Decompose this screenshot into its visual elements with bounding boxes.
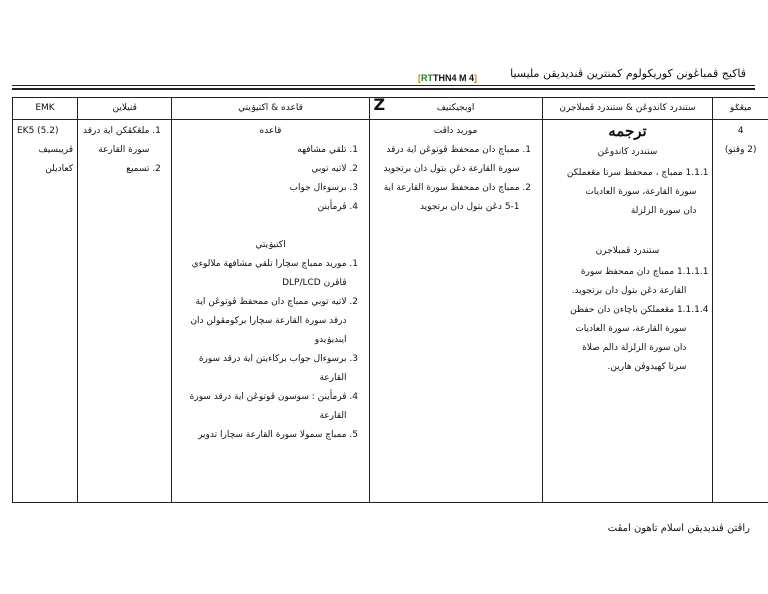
aktiviti-label: اکتيۏيتي [255, 240, 286, 250]
document-title: ڤاکيج ڤمباڠونن کوريکولوم کمنترين ڤنديديقن مليسيا [510, 67, 746, 80]
emk-line: کعاديلن [45, 164, 74, 174]
col-header-aktiviti: قاعده & اکتيۏيتي [172, 98, 369, 120]
list-item: 1. ملڠکڤکن اية درقد سورة القارعة [82, 122, 149, 160]
objektif-label: اوبجيکتيف [436, 103, 475, 113]
standard-pembelajaran-line: القارعة دڠن بتول دان برتجويد. [571, 286, 687, 296]
col-header-minggu: ميڠݢو [713, 98, 768, 120]
list-item: 3. برسوءال جواب برکاءيتن اية درقد سورة القارعة [176, 350, 346, 388]
minggu-number: 4 [737, 126, 744, 136]
spacer [547, 221, 709, 240]
cell-emk [13, 120, 78, 503]
penilaian-list [82, 122, 167, 179]
cell-penilaian [78, 120, 172, 503]
table-header-row [13, 98, 768, 120]
col-header-objektif [369, 98, 542, 120]
table-row [13, 120, 768, 503]
standard-pembelajaran-line: سرتا کهيدوڤن هارين. [607, 362, 687, 372]
list-item: 2. لاتيه توبي [176, 160, 346, 179]
list-item: 2. ممباچ دان ممحفظ سورة القارعة اية 1-5 دڠن بتول دان برتجويد [374, 179, 520, 217]
standard-pembelajaran-line: دان سورة الزلزلة دالم صلاة [582, 343, 687, 353]
standard-kandungan-line: 1.1.1 ممباچ ، ممحفظ سرتا مڠعملکن [566, 168, 709, 178]
code-main: THN4 M 4 [433, 73, 475, 83]
standard-title: ترجمه [608, 122, 647, 140]
emk-line: ڤريبسيف [38, 145, 74, 155]
standard-pembelajaran-line: 1.1.1.4 مڠعملکن باچاءن دان حفظن [570, 305, 709, 315]
list-item: 1. ممباچ دان ممحفظ ڤوتوڠن اية درقد سورة القارعة دڠن بتول دان برتجويد [374, 141, 520, 179]
lesson-plan-table [12, 97, 768, 503]
col-header-standard: ستندرد کاندوڠن & ستندرد ڤمبلاجرن [542, 98, 713, 120]
standard-kandungan-line: دان سورة الزلزلة [630, 206, 697, 216]
objektif-list [374, 141, 538, 217]
objektif-mark: Z [373, 97, 386, 114]
list-item: 2. لاتيه توبي ممباچ دان ممحفظ ڤوتوڠن اية درقد سورة القارعة سچارا برکومڤولن دان اينديۏيدو [176, 293, 346, 350]
minggu-note: (2 وقتو) [724, 145, 757, 155]
standard-pembelajaran-line: سورة القارعة، سورة العاديات [575, 324, 687, 334]
list-item: 1. تلقي مشافهه [176, 141, 346, 160]
list-item: 4. ڤرمأينن : سوسون ڤوتوڠن اية درقد سورة القارعة [176, 388, 346, 426]
code-close-bracket: ] [474, 73, 478, 83]
standard-kandungan-label: ستندرد کاندوڠن [597, 147, 658, 157]
code-open-bracket: [ [418, 73, 421, 83]
cell-minggu [713, 120, 768, 503]
col-header-penilaian: ڤنيلاين [78, 98, 172, 120]
cell-standard [542, 120, 713, 503]
header-rule-top [12, 85, 755, 86]
col-header-emk: EMK [13, 98, 78, 120]
aktiviti-list [176, 255, 364, 445]
list-item: 4. ڤرمأينن [176, 198, 346, 217]
list-item: 2. تسميع [82, 160, 149, 179]
aktiviti-qaedah-label: قاعده [259, 126, 282, 136]
spacer [176, 217, 364, 236]
standard-pembelajaran-label: ستندرد ڤمبلاجرن [595, 246, 660, 256]
header-rule-bottom [12, 88, 755, 90]
document-code [418, 73, 477, 83]
code-rt: RT [421, 73, 433, 83]
emk-code: EK5 (5.2) [17, 126, 59, 136]
list-item: 3. برسوءال جواب [176, 179, 346, 198]
list-item: 5. ممباچ سمولا سورة القارعة سچارا تدوير [176, 426, 346, 445]
page-footer: راڤتن ڤنديديقن اسلام تاهون امڤت [607, 523, 750, 534]
list-item: 1. موريد ممباچ سچارا تلقي مشافهة ملالوءي ڤاڤرن DLP/LCD [176, 255, 346, 293]
standard-kandungan-line: سورة القارعة، سورة العاديات [585, 187, 697, 197]
objektif-intro: موريد داڤت [433, 126, 478, 136]
standard-pembelajaran-line: 1.1.1.1 ممباچ دان ممحفظ سورة [580, 267, 709, 277]
cell-aktiviti [172, 120, 369, 503]
aktiviti-qaedah-list [176, 141, 364, 217]
cell-objektif [369, 120, 542, 503]
